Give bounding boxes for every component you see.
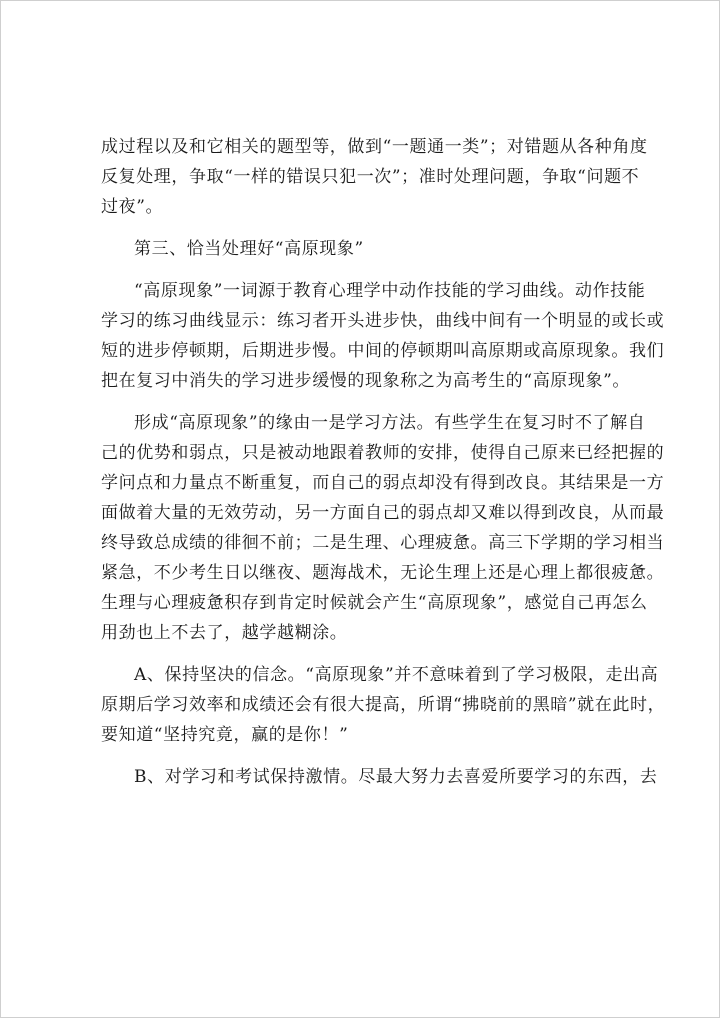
text-line: 生理与心理疲惫积存到肯定时候就会产生“高原现象”，感觉自己再怎么 <box>101 593 648 613</box>
text-line: 过夜”。 <box>101 197 164 217</box>
paragraph <box>101 234 631 264</box>
text-line: 短的进步停顿期，后期进步慢。中间的停顿期叫高原期或高原现象。我们 <box>101 341 665 361</box>
paragraph-gap <box>101 648 631 660</box>
text-line: 己的优势和弱点，只是被动地跟着教师的安排，使得自己原来已经把握的 <box>101 443 665 463</box>
text-line: “高原现象”一词源于教育心理学中动作技能的学习曲线。动作技能 <box>134 281 646 301</box>
paragraph <box>101 132 648 222</box>
text-line: 反复处理，争取“一样的错误只犯一次”；准时处理问题，争取“问题不 <box>101 167 640 187</box>
paragraph <box>101 660 666 750</box>
paragraph <box>101 762 658 792</box>
text-line: 面做着大量的无效劳动，另一方面自己的弱点却又难以得到改良，从而最 <box>101 503 665 523</box>
paragraph-gap <box>101 396 631 408</box>
text-line: 形成“高原现象”的缘由一是学习方法。有些学生在复习时不了解自 <box>134 413 646 433</box>
text-line: 紧急，不少考生日以继夜、题海战术，无论生理上还是心理上都很疲惫。 <box>101 563 665 583</box>
text-line: 学问点和力量点不断重复，而自己的弱点却没有得到改良。其结果是一方 <box>101 473 665 493</box>
paragraph-gap <box>101 264 631 276</box>
text-line: B、对学习和考试保持激情。尽最大努力去喜爱所要学习的东西，去 <box>134 767 658 787</box>
text-line: 终导致总成绩的徘徊不前；二是生理、心理疲惫。高三下学期的学习相当 <box>101 533 665 553</box>
text-line: A、保持坚决的信念。“高原现象”并不意味着到了学习极限，走出高 <box>134 665 659 685</box>
text-line: 用劲也上不去了，越学越糊涂。 <box>101 623 348 643</box>
paragraph <box>101 276 665 396</box>
text-line: 把在复习中消失的学习进步缓慢的现象称之为高考生的“高原现象”。 <box>101 371 630 391</box>
text-line: 第三、恰当处理好“高原现象” <box>134 239 364 259</box>
text-line: 学习的练习曲线显示：练习者开头进步快，曲线中间有一个明显的或长或 <box>101 311 665 331</box>
paragraph-gap <box>101 222 631 234</box>
text-line: 原期后学习效率和成绩还会有很大提高，所谓“拂晓前的黑暗”就在此时， <box>101 695 666 715</box>
text-line: 成过程以及和它相关的题型等，做到“一题通一类”；对错题从各种角度 <box>101 137 648 157</box>
text-line: 要知道“坚持究竟，赢的是你！” <box>101 725 349 745</box>
paragraph-gap <box>101 750 631 762</box>
document-body <box>101 132 666 792</box>
paragraph <box>101 408 665 648</box>
